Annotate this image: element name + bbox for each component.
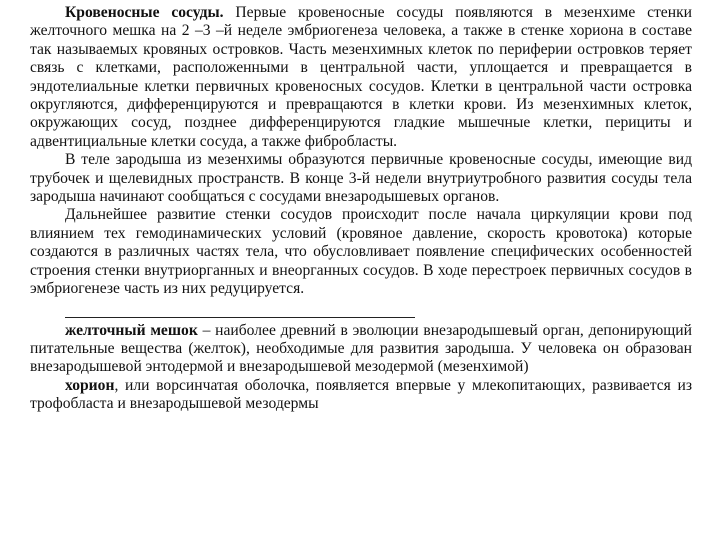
paragraph-vessel-development: Дальнейшее развитие стенки сосудов происходит после начала циркуляции крови под влиянием тех гемодинамических условий (кровяное давление, скорость кровотока) которые создаются в различных частях тела, что обусловливает появление специфических особенностей строения стенки внутриорганных и внеорганных сосудов. В ходе перестроек первичных сосудов в эмбриогенезе часть из них редуцируется. — [30, 206, 692, 298]
footnote-yolk-sac — [30, 322, 692, 377]
term-blood-vessels: Кровеносные сосуды. — [65, 4, 224, 21]
footnote-separator — [65, 317, 415, 318]
footnote-yolk-sac-text: – наиболее древний в эволюции внезародышевый орган, депонирующий питательные вещества (желток), необходимые для развития зародыша. У человека он образован внезародышевой энтодермой и внезародышевой мезодермой (мезенхимой) — [30, 321, 692, 376]
document-page — [30, 4, 692, 414]
paragraph-embryo-vessels: В теле зародыша из мезенхимы образуются первичные кровеносные сосуды, имеющие вид трубочек и щелевидных пространств. В конце 3-й недели внутриутробного развития сосуды тела зародыша начинают сообщаться с сосудами внезародышевых органов. — [30, 151, 692, 206]
term-chorion: хорион — [65, 376, 115, 394]
paragraph-blood-vessels — [30, 4, 692, 151]
footnote-chorion-text: , или ворсинчатая оболочка, появляется впервые у млекопитающих, развивается из трофобласта и внезародышевой мезодермы — [30, 376, 692, 413]
footnote-chorion — [30, 377, 692, 414]
footnote-spacer — [30, 299, 692, 315]
paragraph-blood-vessels-text: Первые кровеносные сосуды появляются в мезенхиме стенки желточного мешка на 2 –3 –й неделе эмбриогенеза человека, а также в стенке хориона в составе так называемых кровяных островков. Часть мезенхимных клеток по периферии островков теряет связь с клетками, расположенными в центральной части, уплощается и превращается в эндотелиальные клетки первичных кровеносных сосудов. Клетки в центральной части островка округляются, дифференцируются и превращаются в клетки крови. Из мезенхимных клеток, окружающих сосуд, позднее дифференцируются гладкие мышечные клетки, перициты и адвентициальные клетки сосуда, а также фибробласты. — [30, 4, 692, 150]
term-yolk-sac: желточный мешок — [65, 321, 198, 339]
